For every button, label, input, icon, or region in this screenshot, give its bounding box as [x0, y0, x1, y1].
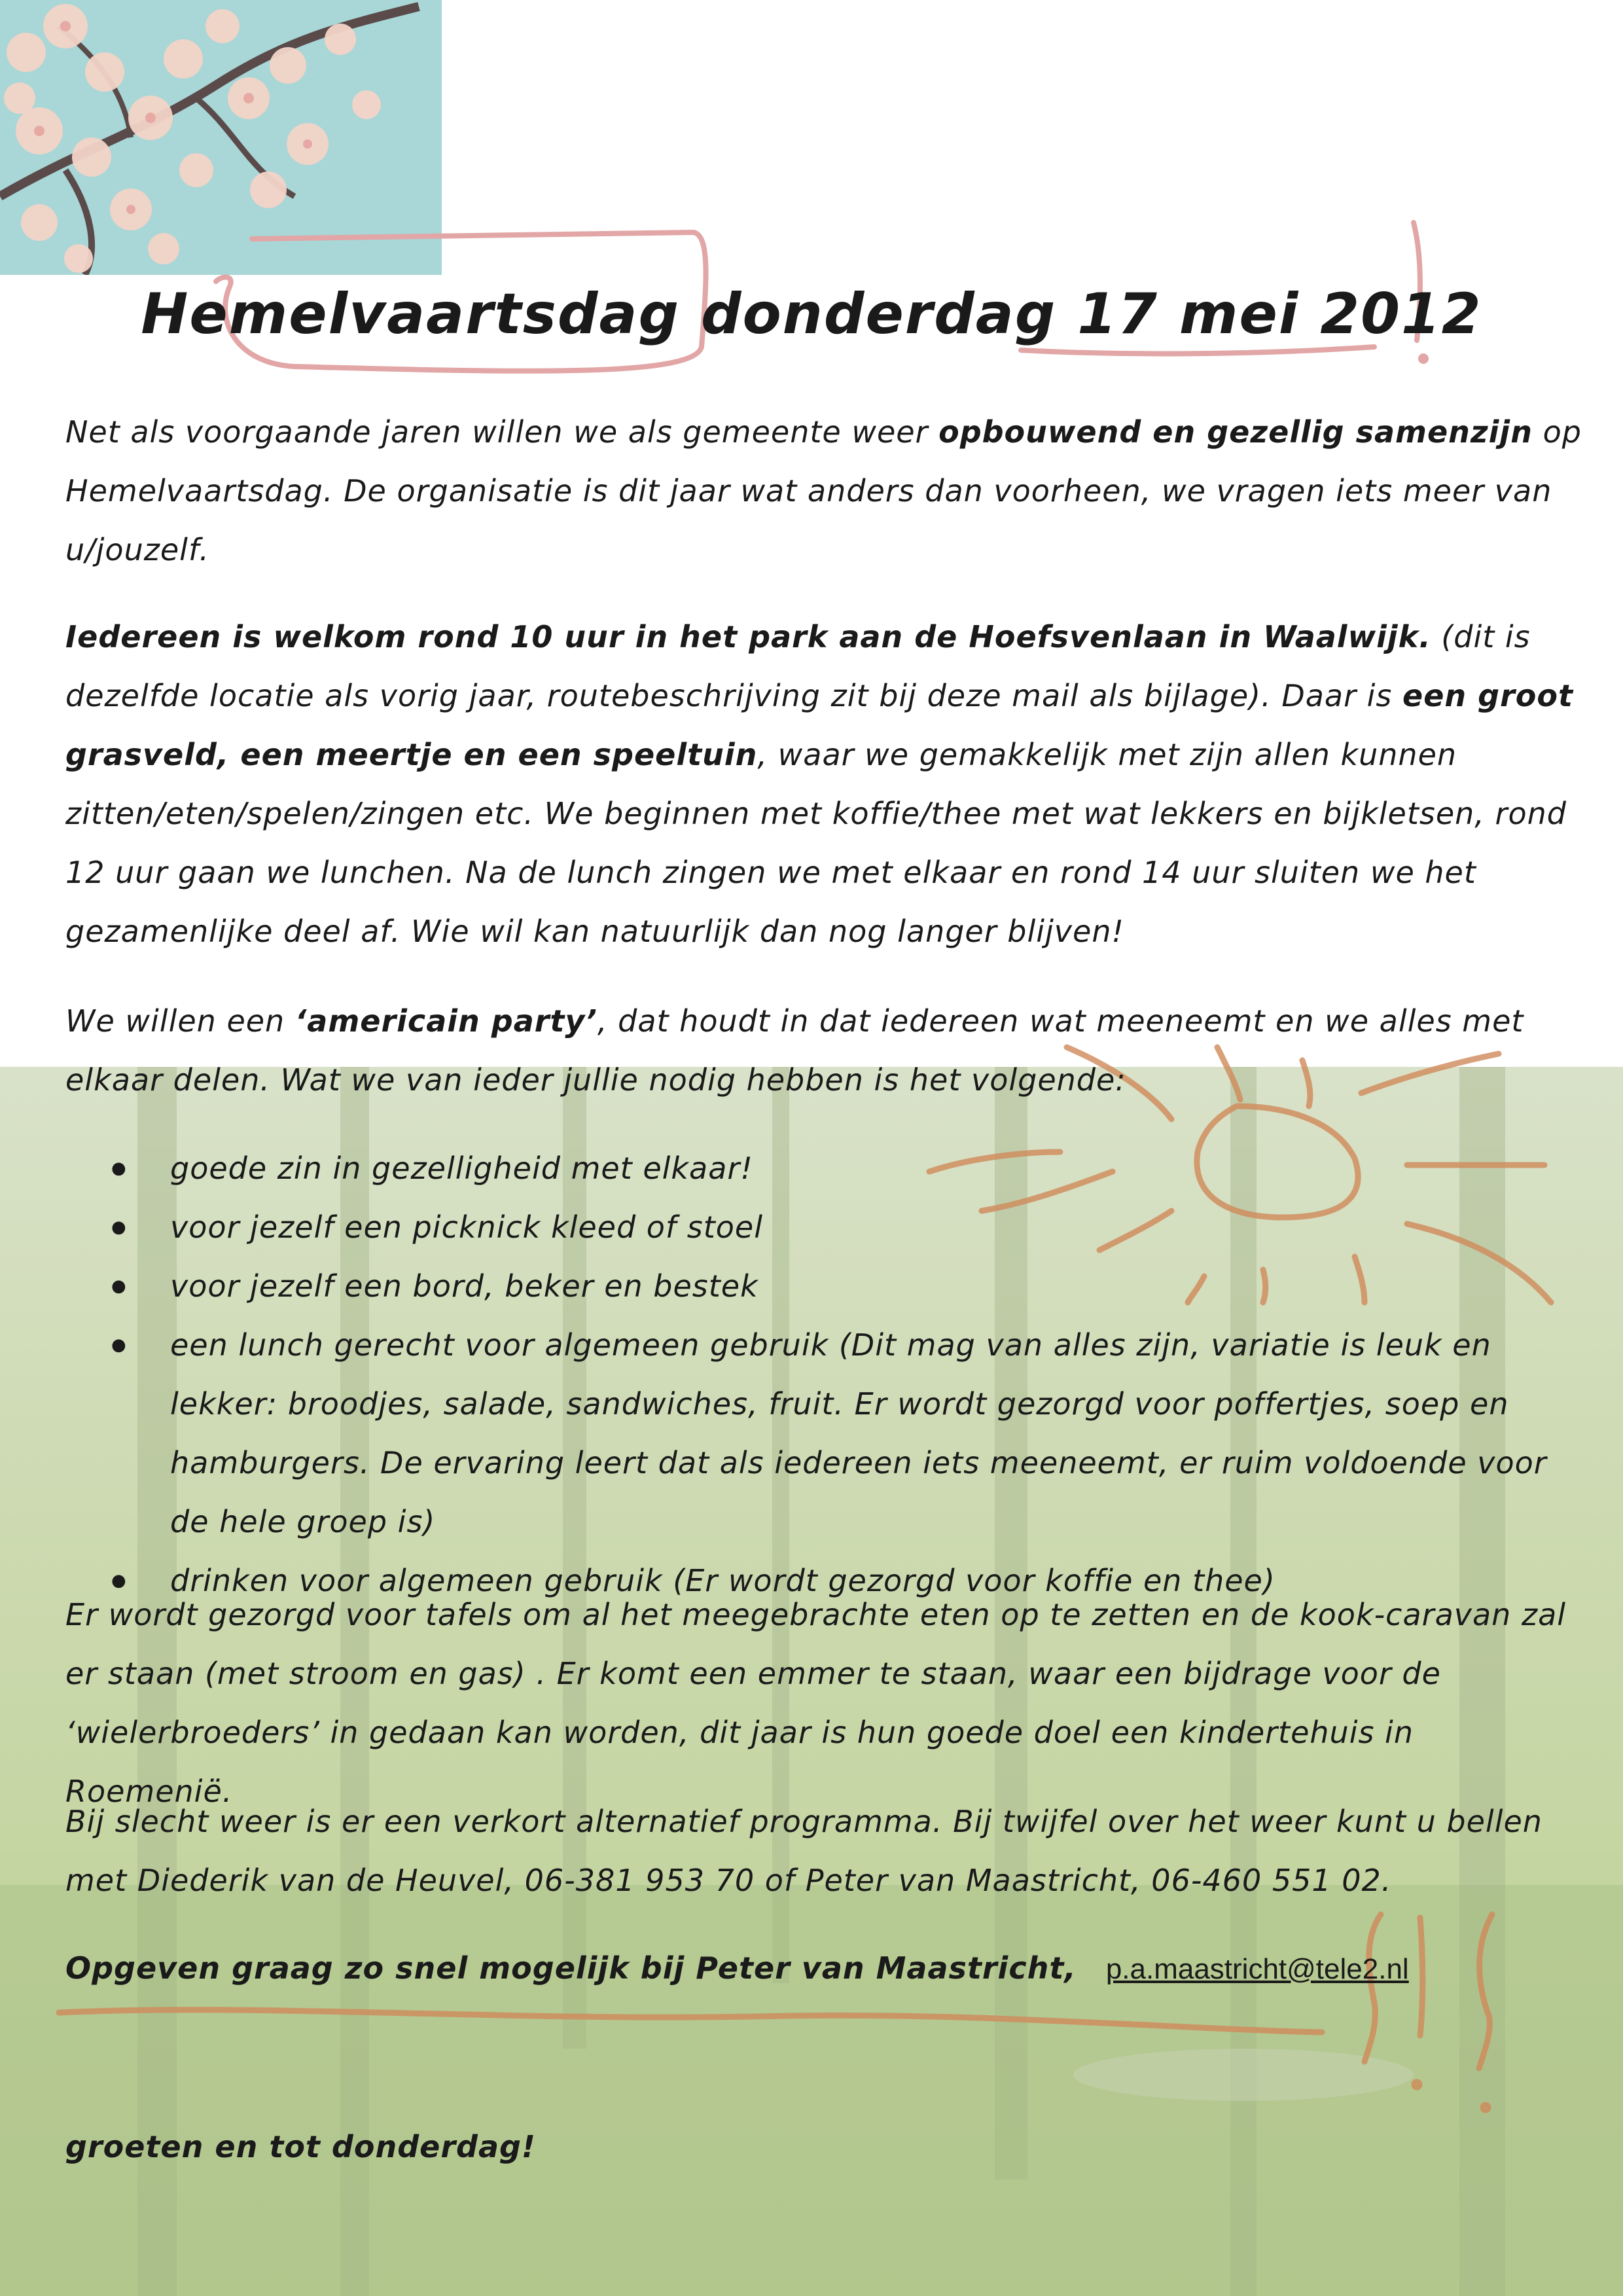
page-title: Hemelvaartsdag donderdag 17 mei 2012 [141, 281, 1482, 347]
location-bold-2: een groot grasveld, een meertje en een speeltuin [65, 678, 1573, 772]
list-item: ● goede zin in gezelligheid met elkaar! [105, 1139, 1558, 1198]
list-item: ● voor jezelf een picknick kleed of stoel [105, 1198, 1558, 1257]
tables-paragraph: Er wordt gezorgd voor tafels om al het meegebrachte eten op te zetten en de kook-caravan zal er staan (met stroom en gas) . Er komt een emmer te staan, waar een bijdrage voor de ‘wielerbroeders’ in gedaan kan worden, dit jaar is hun goede doel een kindertehuis in Roemenië. [65, 1597, 1567, 1809]
weather-paragraph: Bij slecht weer is er een verkort alternatief programma. Bij twijfel over het weer kunt u bellen met Diederik van de Heuvel, 06-381 953 70 of Peter van Maastricht, 06-460 551 02. [65, 1804, 1543, 1898]
location-text-2: , waar we gemakkelijk met zijn allen kunnen zitten/eten/spelen/zingen etc. We beginnen met koffie/thee met wat lekkers en bijkletsen, rond 12 uur gaan we lunchen. Na de lunch zingen we met elkaar en rond 14 uur sluiten we het gezamenlijke deel af. Wie wil kan natuurlijk dan nog langer blijven! [65, 737, 1567, 949]
party-text-1: We willen een [65, 1003, 295, 1039]
signup-paragraph [65, 1939, 1590, 1999]
email-link[interactable]: p.a.maastricht@tele2.nl [1105, 1953, 1409, 1985]
party-paragraph [65, 992, 1590, 1109]
location-paragraph [65, 607, 1590, 961]
list-item: ● een lunch gerecht voor algemeen gebruik (Dit mag van alles zijn, variatie is leuk en lekker: broodjes, salade, sandwiches, fruit. Er wordt gezorgd voor poffertjes, soep en hamburgers. De ervaring leert dat als iedereen iets meeneemt, er ruim voldoende voor de hele groep is) [105, 1316, 1558, 1551]
party-bold: ‘americain party’ [294, 1003, 597, 1039]
intro-paragraph [65, 403, 1590, 579]
list-item: ● drinken voor algemeen gebruik (Er wordt gezorgd voor koffie en thee) [105, 1551, 1558, 1610]
intro-text-1: Net als voorgaande jaren willen we als gemeente weer [65, 414, 939, 450]
intro-bold: opbouwend en gezellig samenzijn [938, 414, 1533, 450]
list-item: ● voor jezelf een bord, beker en bestek [105, 1257, 1558, 1316]
closing-text: groeten en tot donderdag! [65, 2129, 536, 2164]
location-bold-1: Iedereen is welkom rond 10 uur in het park aan de Hoefsvenlaan in Waalwijk. [65, 619, 1431, 655]
bring-list [105, 1139, 1558, 1610]
signup-label: Opgeven graag zo snel mogelijk bij Peter van Maastricht, [65, 1950, 1077, 1986]
intro-text-2: op Hemelvaartsdag. De organisatie is dit jaar wat anders dan voorheen, we vragen iets meer van u/jouzelf. [65, 414, 1582, 567]
blossom-photo [0, 0, 442, 275]
party-text-2: , dat houdt in dat iedereen wat meeneemt en we alles met elkaar delen. Wat we van ieder jullie nodig hebben is het volgende: [65, 1003, 1524, 1098]
location-text-1: (dit is dezelfde locatie als vorig jaar, routebeschrijving zit bij deze mail als bijlage). Daar is [65, 619, 1531, 713]
